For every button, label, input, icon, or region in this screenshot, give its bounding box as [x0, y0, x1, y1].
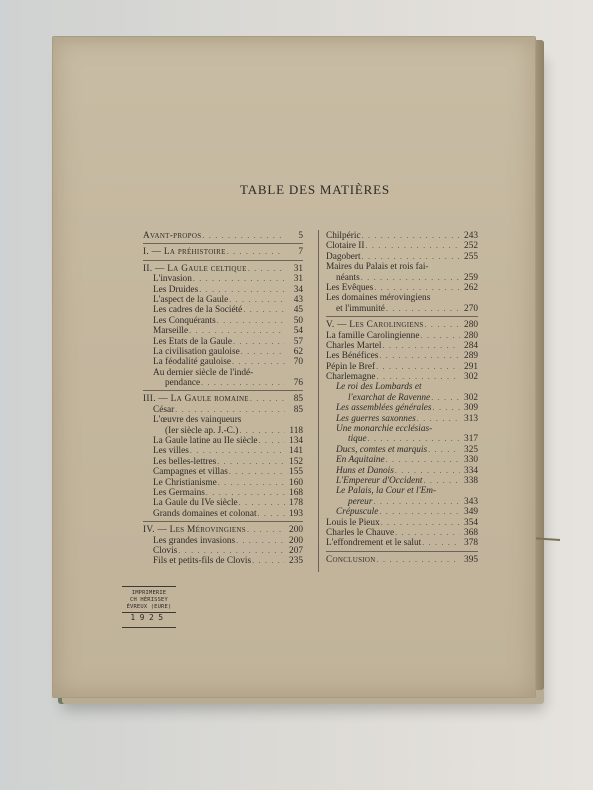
toc-leader-dots — [416, 414, 460, 424]
imprint-year: 1925 — [122, 612, 176, 623]
toc-entry-label: et l'immunité — [336, 303, 385, 314]
toc-entry-page: 7 — [298, 247, 303, 258]
toc-leader-dots — [373, 283, 460, 293]
toc-leader-dots — [394, 528, 460, 538]
toc-entry — [326, 382, 478, 392]
toc-entry — [143, 368, 303, 378]
toc-entry — [143, 326, 303, 336]
toc-leader-dots — [423, 476, 460, 486]
toc-entry-label: La civilisation gauloise — [153, 346, 240, 357]
toc-entry — [326, 351, 478, 361]
toc-entry — [143, 405, 303, 415]
toc-leader-dots — [198, 285, 285, 295]
toc-entry-label: V. — Les Carolingiens — [326, 320, 424, 331]
toc-leader-dots — [249, 394, 285, 404]
toc-entry-page: 200 — [289, 535, 303, 546]
toc-entry-label: I. — La préhistoire — [143, 247, 226, 258]
toc-entry — [326, 414, 478, 424]
toc-entry — [143, 357, 303, 367]
toc-entry — [326, 403, 478, 413]
toc-leader-dots — [424, 320, 460, 330]
toc-leader-dots — [189, 446, 285, 456]
toc-entry — [326, 273, 478, 283]
toc-entry-label: II. — La Gaule celtique — [143, 263, 247, 274]
toc-entry — [326, 293, 478, 303]
toc-entry-page: 43 — [293, 294, 303, 305]
toc-entry — [326, 393, 478, 403]
toc-separator — [143, 243, 303, 244]
toc-entry — [326, 486, 478, 496]
toc-leader-dots — [216, 457, 285, 467]
toc-entry-page: 54 — [293, 326, 303, 337]
toc-entry-label: Les assemblées générales — [336, 403, 432, 414]
imprint-line-1: IMPRIMERIE — [131, 590, 167, 596]
toc-entry-label: Les guerres saxonnes — [336, 413, 416, 424]
toc-entry-label: Crépuscule — [336, 507, 379, 518]
toc-entry-label: Clovis — [153, 545, 178, 556]
toc-entry-label: L'œuvre des vainqueurs — [153, 415, 242, 426]
toc-entry — [326, 331, 478, 341]
toc-leader-dots — [188, 326, 285, 336]
toc-entry-label: l'exarchat de Ravenne — [348, 392, 431, 403]
toc-leader-dots — [240, 347, 285, 357]
toc-leader-dots — [216, 316, 285, 326]
toc-entry-label: Les cadres de la Société — [153, 305, 243, 316]
toc-entry-label: Les Druides — [153, 284, 199, 295]
toc-entry-label: En Aquitaine — [336, 455, 385, 466]
toc-leader-dots — [378, 507, 460, 517]
toc-leader-dots — [231, 357, 285, 367]
toc-entry-page: 141 — [289, 446, 303, 457]
toc-leader-dots — [242, 305, 285, 315]
toc-entry-label: Maires du Palais et rois fai- — [326, 262, 429, 273]
toc-entry-page: 50 — [293, 315, 303, 326]
toc-leader-dots — [174, 405, 285, 415]
toc-entry-page: 334 — [464, 465, 478, 476]
toc-entry-label: Avant-propos — [143, 231, 202, 241]
toc-entry — [326, 555, 478, 565]
toc-leader-dots — [419, 331, 460, 341]
toc-entry-label: Les domaines mérovingiens — [326, 293, 431, 304]
toc-entry-page: 289 — [464, 351, 478, 362]
toc-entry-label: Les belles-lettres — [153, 456, 217, 467]
toc-entry-label: Le Christianisme — [153, 477, 217, 488]
toc-entry-label: Clotaire II — [326, 241, 365, 252]
toc-entry — [326, 538, 478, 548]
toc-leader-dots — [246, 525, 285, 535]
toc-entry-label: Au dernier siècle de l'indé- — [153, 367, 254, 378]
toc-entry — [143, 285, 303, 295]
toc-entry-label: L'invasion — [153, 274, 192, 285]
toc-entry — [326, 231, 478, 241]
toc-entry — [326, 528, 478, 538]
toc-entry-page: 291 — [464, 361, 478, 372]
toc-entry-page: 280 — [464, 320, 478, 331]
toc-title: TABLE DES MATIÈRES — [240, 182, 390, 197]
toc-leader-dots — [257, 509, 285, 519]
toc-entry-label: Une monarchie ecclésias- — [336, 424, 433, 435]
toc-entry — [326, 518, 478, 528]
toc-leader-dots — [232, 337, 285, 347]
toc-entry-page: 76 — [293, 378, 303, 389]
toc-entry-page: 168 — [289, 487, 303, 498]
toc-entry — [326, 455, 478, 465]
toc-leader-dots — [205, 488, 285, 498]
toc-leader-dots — [361, 252, 460, 262]
toc-entry-label: Les Bénéfices — [326, 351, 379, 362]
toc-entry — [326, 304, 478, 314]
toc-leader-dots — [228, 295, 285, 305]
toc-entry-label: Charles Martel — [326, 340, 382, 351]
toc-entry-page: 270 — [464, 303, 478, 314]
toc-entry — [143, 478, 303, 488]
toc-entry-label: Les villes — [153, 446, 189, 457]
toc-entry-label: La Gaule latine au IIe siècle — [153, 436, 258, 447]
toc-entry-page: 31 — [293, 263, 303, 274]
toc-entry-label: néants — [336, 272, 360, 283]
toc-entry-label: Chilpéric — [326, 231, 361, 241]
toc-entry — [326, 252, 478, 262]
toc-entry-page: 259 — [464, 272, 478, 283]
toc-leader-dots — [376, 372, 460, 382]
toc-entry — [326, 362, 478, 372]
toc-separator — [143, 521, 303, 522]
toc-entry-label: pereur — [348, 496, 373, 507]
toc-entry-page: 280 — [464, 330, 478, 341]
toc-leader-dots — [432, 403, 460, 413]
imprint-line-3: ÉVREUX (EURE) — [126, 604, 172, 610]
toc-entry — [143, 446, 303, 456]
toc-entry-page: 134 — [289, 436, 303, 447]
toc-entry-page: 317 — [464, 434, 478, 445]
toc-leader-dots — [378, 351, 460, 361]
toc-entry-label: Conclusion — [326, 554, 376, 565]
toc-entry-label: La famille Carolingienne — [326, 330, 420, 341]
toc-leader-dots — [258, 436, 285, 446]
toc-entry-label: Le Palais, la Cour et l'Em- — [336, 486, 437, 497]
toc-entry-page: 343 — [464, 496, 478, 507]
toc-entry-page: 34 — [293, 284, 303, 295]
toc-entry — [143, 556, 303, 566]
toc-leader-dots — [238, 426, 285, 436]
toc-leader-dots — [382, 341, 460, 351]
toc-entry — [143, 546, 303, 556]
toc-entry — [326, 445, 478, 455]
toc-entry-label: Charlemagne — [326, 372, 376, 383]
toc-separator — [143, 390, 303, 391]
toc-separator — [326, 316, 478, 317]
toc-entry — [143, 457, 303, 467]
toc-entry-page: 243 — [464, 231, 478, 241]
toc-entry-page: 252 — [464, 241, 478, 252]
toc-entry — [143, 525, 303, 535]
toc-leader-dots — [217, 478, 285, 488]
toc-entry-page: 193 — [289, 508, 303, 519]
toc-entry — [143, 274, 303, 284]
toc-entry-label: Les Germains — [153, 487, 205, 498]
toc-leader-dots — [427, 445, 460, 455]
toc-entry-page: 255 — [464, 251, 478, 262]
toc-leader-dots — [192, 274, 285, 284]
printer-imprint — [122, 586, 176, 628]
toc-entry-label: Huns et Danois — [336, 465, 394, 476]
toc-leader-dots — [360, 273, 460, 283]
toc-entry — [143, 295, 303, 305]
toc-separator — [326, 551, 478, 552]
toc-entry-page: 31 — [293, 274, 303, 285]
toc-entry — [143, 467, 303, 477]
toc-entry-page: 378 — [464, 538, 478, 549]
toc-entry-label: Fils et petits-fils de Clovis — [153, 556, 252, 567]
toc-entry-page: 235 — [289, 556, 303, 567]
toc-leader-dots — [201, 231, 285, 241]
toc-leader-dots — [251, 556, 285, 566]
toc-entry-label: Le roi des Lombards et — [336, 382, 422, 393]
toc-entry-label: César — [153, 404, 175, 415]
toc-right-column — [326, 231, 478, 565]
toc-separator — [143, 260, 303, 261]
toc-entry-page: 284 — [464, 340, 478, 351]
toc-entry — [143, 498, 303, 508]
toc-entry — [143, 378, 303, 388]
toc-entry-page: 62 — [293, 346, 303, 357]
toc-entry — [143, 415, 303, 425]
toc-leader-dots — [376, 555, 460, 565]
toc-entry-page: 330 — [464, 455, 478, 466]
toc-entry — [326, 507, 478, 517]
toc-leader-dots — [361, 231, 460, 241]
toc-entry — [143, 264, 303, 274]
toc-leader-dots — [177, 546, 285, 556]
toc-entry — [143, 231, 303, 241]
toc-entry-label: La Gaule du IVe siècle — [153, 498, 238, 509]
toc-entry-label: Marseille — [153, 326, 189, 337]
toc-leader-dots — [430, 393, 460, 403]
toc-leader-dots — [228, 467, 285, 477]
toc-entry-page: 85 — [293, 394, 303, 405]
toc-entry-page: 155 — [289, 467, 303, 478]
toc-leader-dots — [394, 466, 460, 476]
toc-leader-dots — [247, 264, 285, 274]
toc-entry-page: 302 — [464, 392, 478, 403]
toc-entry — [143, 347, 303, 357]
toc-entry-label: La féodalité gauloise — [153, 357, 231, 368]
toc-entry — [143, 247, 303, 257]
toc-entry — [326, 320, 478, 330]
toc-entry-page: 152 — [289, 456, 303, 467]
toc-entry-page: 313 — [464, 413, 478, 424]
toc-entry — [143, 509, 303, 519]
toc-entry-label: L'effondrement et le salut — [326, 538, 422, 549]
toc-entry-label: Les Conquérants — [153, 315, 216, 326]
toc-entry-label: (Ier siècle ap. J.-C.) — [165, 425, 239, 436]
toc-entry-page: 200 — [289, 525, 303, 536]
imprint-line-2: CH HÉRISSEY — [130, 597, 168, 603]
toc-entry-label: L'aspect de la Gaule — [153, 294, 229, 305]
toc-entry — [326, 497, 478, 507]
toc-left-column — [143, 231, 303, 567]
toc-leader-dots — [375, 362, 460, 372]
toc-leader-dots — [372, 497, 460, 507]
toc-entry — [326, 434, 478, 444]
toc-entry-page: 349 — [464, 507, 478, 518]
toc-entry — [143, 436, 303, 446]
toc-entry-label: Charles le Chauve — [326, 527, 395, 538]
toc-entry-page: 70 — [293, 357, 303, 368]
toc-entry-label: Louis le Pieux — [326, 517, 380, 528]
toc-entry — [143, 316, 303, 326]
toc-entry — [326, 262, 478, 272]
toc-leader-dots — [385, 304, 460, 314]
toc-entry-label: Les Etats de la Gaule — [153, 336, 232, 347]
toc-entry-page: 45 — [293, 305, 303, 316]
toc-entry-page: 178 — [289, 498, 303, 509]
toc-entry-label: III. — La Gaule romaine — [143, 394, 249, 405]
toc-entry — [326, 466, 478, 476]
toc-leader-dots — [364, 241, 460, 251]
toc-entry — [326, 241, 478, 251]
toc-entry — [143, 488, 303, 498]
toc-leader-dots — [421, 538, 460, 548]
toc-entry-page: 160 — [289, 477, 303, 488]
toc-entry-label: Ducs, comtes et marquis — [336, 444, 428, 455]
toc-entry-page: 5 — [298, 231, 303, 241]
toc-entry-label: Grands domaines et colonat — [153, 508, 257, 519]
toc-entry-page: 325 — [464, 444, 478, 455]
toc-entry-label: L'Empereur d'Occident — [336, 475, 423, 486]
toc-entry-page: 207 — [289, 545, 303, 556]
toc-entry-page: 354 — [464, 517, 478, 528]
toc-entry-page: 368 — [464, 527, 478, 538]
toc-entry-label: tique — [348, 434, 367, 445]
toc-leader-dots — [385, 455, 460, 465]
column-divider — [318, 230, 319, 572]
toc-entry-page: 85 — [293, 404, 303, 415]
toc-entry — [143, 536, 303, 546]
toc-entry — [143, 394, 303, 404]
toc-leader-dots — [380, 518, 460, 528]
toc-entry-label: Les Evêques — [326, 282, 374, 293]
toc-entry — [143, 426, 303, 436]
toc-entry — [326, 372, 478, 382]
toc-entry — [326, 341, 478, 351]
toc-entry-page: 57 — [293, 336, 303, 347]
toc-leader-dots — [200, 378, 285, 388]
toc-entry-page: 395 — [464, 554, 478, 565]
toc-leader-dots — [235, 536, 285, 546]
toc-entry-label: IV. — Les Mérovingiens — [143, 525, 246, 536]
toc-entry-label: Campagnes et villas — [153, 467, 228, 478]
toc-entry-page: 118 — [289, 425, 303, 436]
toc-entry — [143, 337, 303, 347]
toc-entry-label: Dagobert — [326, 251, 361, 262]
toc-entry-label: Les grandes invasions — [153, 535, 236, 546]
toc-entry — [326, 283, 478, 293]
toc-leader-dots — [367, 434, 460, 444]
toc-entry-page: 302 — [464, 372, 478, 383]
toc-entry-label: Pépin le Bref — [326, 361, 376, 372]
toc-entry-label: pendance — [165, 378, 201, 389]
toc-leader-dots — [226, 247, 285, 257]
toc-entry — [143, 305, 303, 315]
toc-entry — [326, 424, 478, 434]
toc-entry-page: 309 — [464, 403, 478, 414]
toc-leader-dots — [238, 498, 285, 508]
toc-entry-page: 262 — [464, 282, 478, 293]
toc-entry — [326, 476, 478, 486]
toc-entry-page: 338 — [464, 475, 478, 486]
